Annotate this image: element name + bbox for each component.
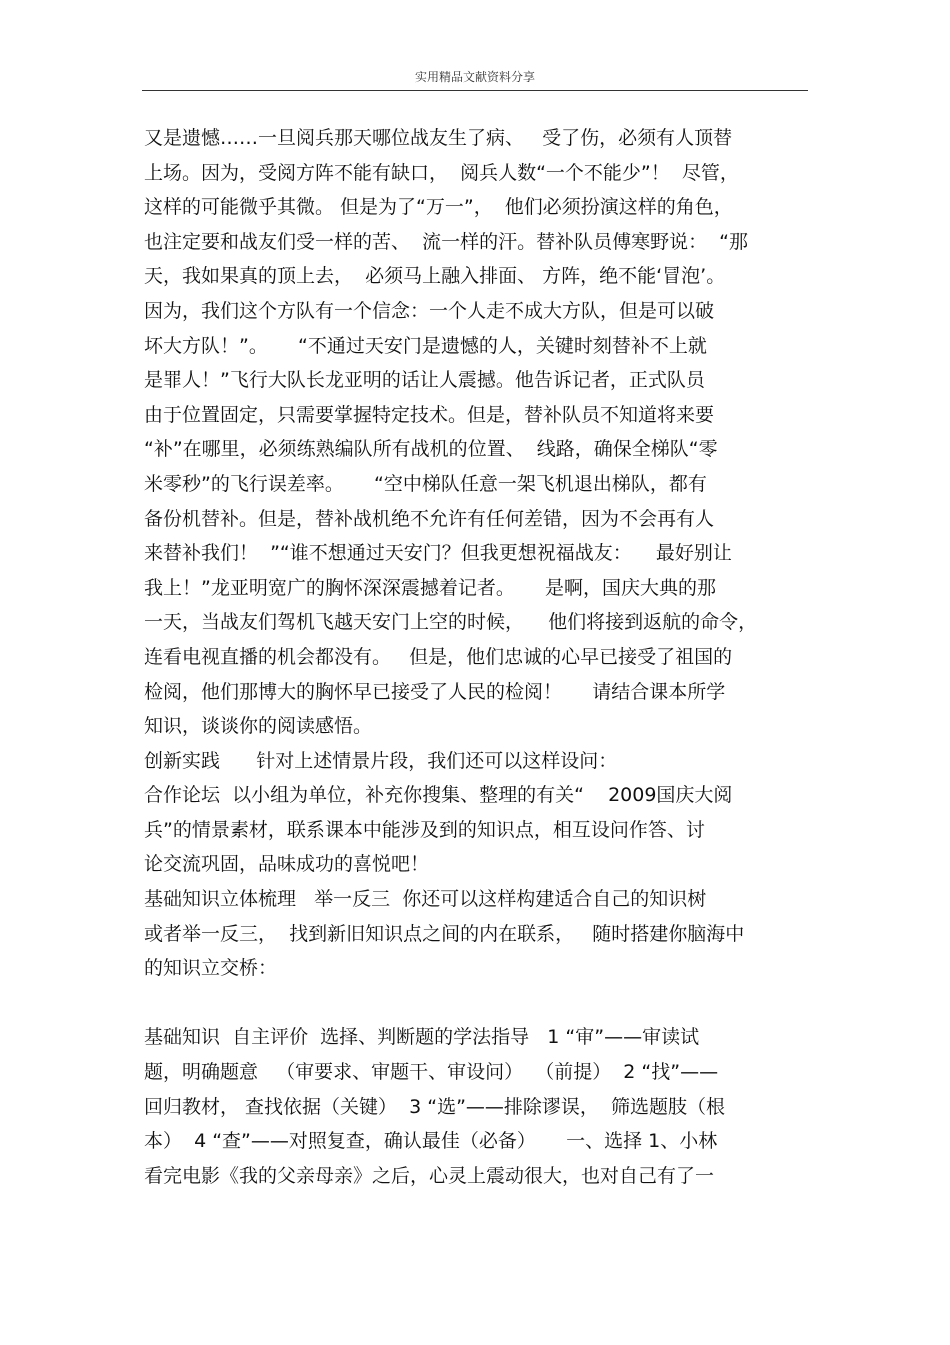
- text-line: 由于位置固定，只需要掌握特定技术。但是，替补队员不知道将来要: [144, 403, 715, 426]
- text-line: 又是遗憾……一旦阅兵那天哪位战友生了病、 受了伤，必须有人顶替: [144, 127, 733, 149]
- text-line: 基础知识 自主评价 选择、判断题的学法指导 1 “审”——审读试: [144, 1026, 700, 1049]
- text-line: 这样的可能微乎其微。 但是为了“万一”， 他们必须扮演这样的角色，: [144, 196, 733, 219]
- text-line: 论交流巩固，品味成功的喜悦吧！: [144, 853, 430, 876]
- text-line: 我上！”龙亚明宽广的胸怀深深震撼着记者。 是啊，国庆大典的那: [144, 576, 717, 599]
- text-line: 的知识立交桥：: [144, 957, 278, 980]
- text-line: 坏大方队！”。 “不通过天安门是遗憾的人，关键时刻替补不上就: [144, 334, 707, 357]
- page-header-title: 实用精品文献资料分享: [414, 70, 535, 84]
- text-line: 连看电视直播的机会都没有。 但是，他们忠诚的心早已接受了祖国的: [144, 645, 733, 668]
- text-line: 来替补我们！ ”“谁不想通过天安门？但我更想祝福战友： 最好别让: [144, 542, 732, 565]
- text-line: “补”在哪里，必须练熟编队所有战机的位置、 线路，确保全梯队“零: [144, 438, 718, 461]
- text-line: 本） 4 “查”——对照复查，确认最佳（必备） 一、选择 1、小林: [144, 1130, 718, 1153]
- text-line: 因为，我们这个方队有一个信念：一个人走不成大方队，但是可以破: [144, 299, 715, 322]
- text-line: 天，我如果真的顶上去， 必须马上融入排面、 方阵，绝不能‘冒泡’。: [144, 265, 726, 288]
- text-line: 创新实践 针对上述情景片段，我们还可以这样设问：: [144, 749, 618, 772]
- text-line: 上场。因为，受阅方阵不能有缺口， 阅兵人数“一个不能少”！ 尽管，: [144, 161, 739, 184]
- text-line: 检阅，他们那博大的胸怀早已接受了人民的检阅！ 请结合课本所学: [144, 680, 726, 703]
- text-line: 题，明确题意 （审要求、审题干、审设问） （前提） 2 “找”——: [144, 1061, 719, 1084]
- text-line: 知识，谈谈你的阅读感悟。: [144, 715, 373, 738]
- text-line: 或者举一反三， 找到新旧知识点之间的内在联系， 随时搭建你脑海中: [144, 922, 745, 945]
- text-line: 基础知识立体梳理 举一反三 你还可以这样构建适合自己的知识树: [144, 888, 707, 911]
- text-line: 合作论坛 以小组为单位，补充你搜集、整理的有关“ 2009国庆大阅: [144, 784, 733, 807]
- text-line: 米零秒”的飞行误差率。 “空中梯队任意一架飞机退出梯队，都有: [144, 472, 707, 495]
- text-line: 也注定要和战友们受一样的苦、 流一样的汗。替补队员傅寒野说： “那: [144, 230, 749, 253]
- text-line: [144, 986, 814, 1021]
- header-divider: [142, 90, 808, 91]
- text-line: 是罪人！”飞行大队长龙亚明的话让人震撼。他告诉记者，正式队员: [144, 369, 705, 392]
- text-line: 兵”的情景素材，联系课本中能涉及到的知识点，相互设问作答、讨: [144, 818, 705, 841]
- text-line: 回归教材， 查找依据（关键） 3 “选”——排除谬误， 筛选题肢（根: [144, 1095, 726, 1118]
- text-line: 备份机替补。但是，替补战机绝不允许有任何差错，因为不会再有人: [144, 507, 715, 530]
- text-line: 一天，当战友们驾机飞越天安门上空的时候， 他们将接到返航的命令，: [144, 611, 758, 634]
- text-line: 看完电影《我的父亲母亲》之后，心灵上震动很大，也对自己有了一: [144, 1164, 715, 1187]
- body-text: [144, 121, 814, 1193]
